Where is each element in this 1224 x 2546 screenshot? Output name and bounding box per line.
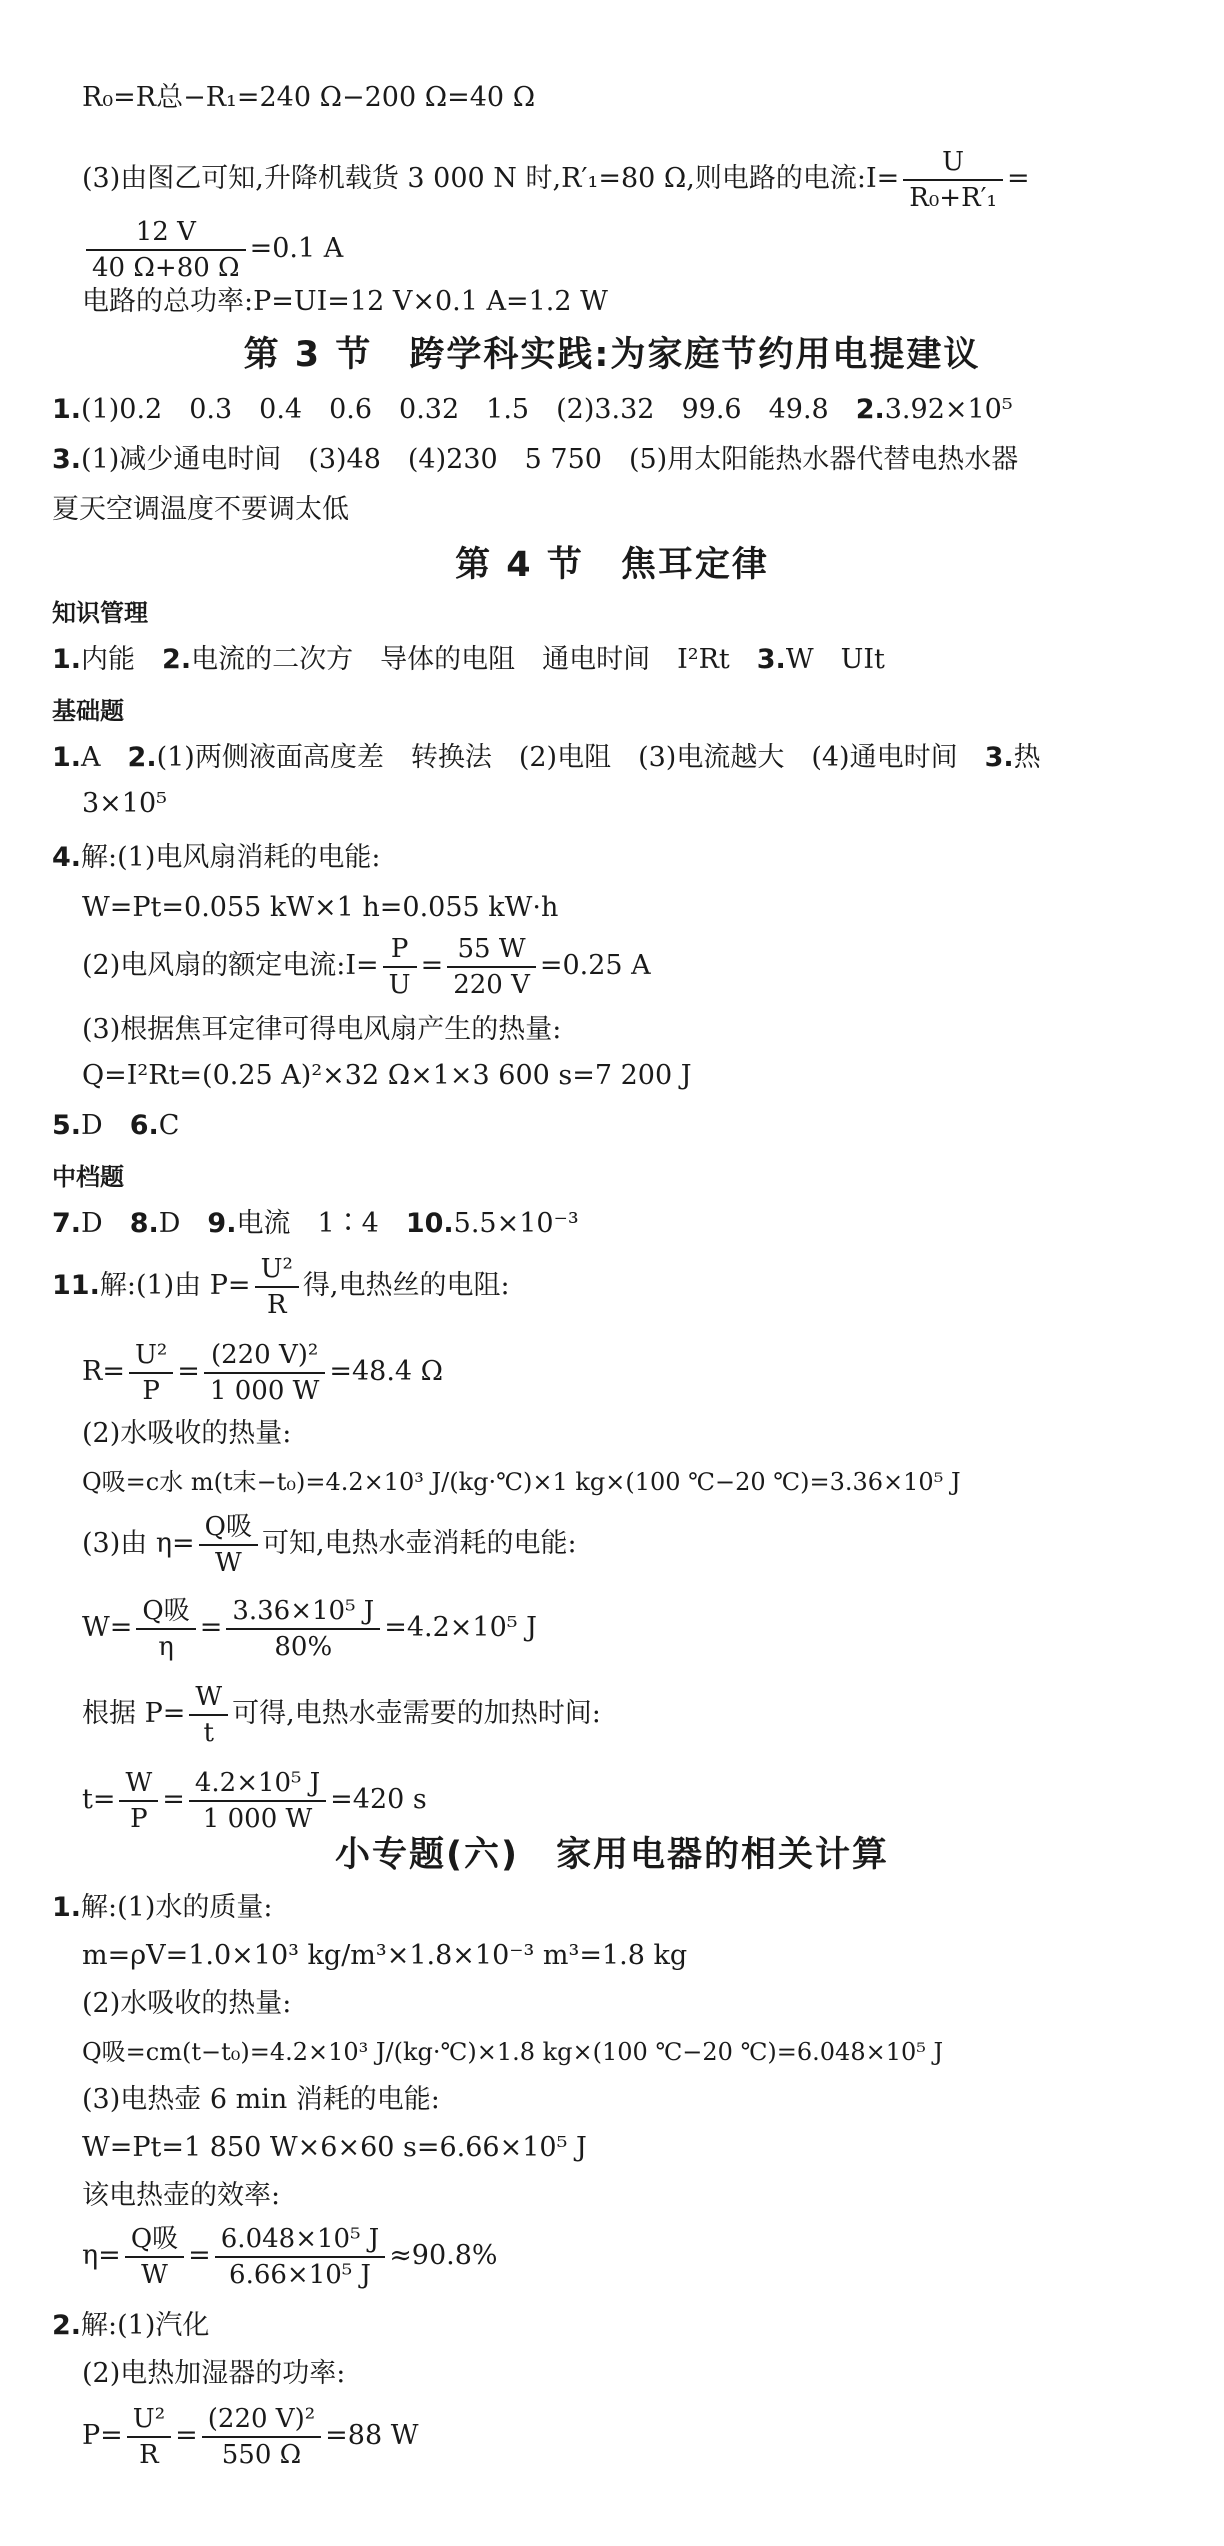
fraction: $\frac{U}{\text{R₀+R′₁}}$ (903, 145, 1003, 215)
fraction: $\frac{12 V}{40 \Omega+80 \Omega}$ (86, 215, 246, 285)
sec3-line-1: 1.(1)0.2 0.3 0.4 0.6 0.32 1.5 (2)3.32 99.6 49.8 2.3.92×10⁵ (52, 394, 1013, 425)
q5-6-line: 5.D 6.C (52, 1110, 180, 1141)
t6-q1-a: m=ρV=1.0×10³ kg/m³×1.8×10⁻³ m³=1.8 kg (82, 1940, 688, 1971)
fraction: $\frac{W}{P}$ (119, 1766, 158, 1836)
fraction: $\frac{\text{4.2×10⁵ J}}{1 000 W}$ (189, 1766, 326, 1836)
t6-q1-b: (2)水吸收的热量: (82, 1988, 292, 2019)
sec3-line-2: 3.(1)减少通电时间 (3)48 (4)230 5 750 (5)用太阳能热水器代替电热水器 (52, 444, 1019, 475)
intro-line-4: 电路的总功率:P=UI=12 V×0.1 A=1.2 W (82, 286, 608, 317)
fraction: $\frac{\text{U²}}{R}$ (255, 1252, 299, 1322)
sec3-line-3: 夏天空调温度不要调太低 (52, 494, 349, 525)
q11-line: 11.解:(1)由 P= $\frac{\text{U²}}{R}$ 得,电热丝的电阻: (52, 1253, 510, 1320)
q11-a: R= $\frac{\text{U²}}{P}$ = $\frac{\text{(220 V)²}}{1 000 W}$ =48.4 Ω (82, 1339, 444, 1406)
fraction: $\frac{\text{6.048×10⁵ J}}{\text{6.66×10⁵ J}}$ (215, 2222, 385, 2292)
t6-q1-c: Q吸=cm(t−t₀)=4.2×10³ J/(kg·℃)×1.8 kg×(100 ℃−20 ℃)=6.048×10⁵ J (82, 2038, 944, 2066)
fraction: $\frac{\text{U²}}{R}$ (127, 2402, 171, 2472)
knowledge-heading: 知识管理 (52, 599, 148, 627)
q4-line: 4.解:(1)电风扇消耗的电能: (52, 842, 381, 873)
t6-q1-e: W=Pt=1 850 W×6×60 s=6.66×10⁵ J (82, 2132, 587, 2163)
intro-line-2: (3)由图乙可知,升降机载货 3 000 N 时,R′₁=80 Ω,则电路的电流:I= $\frac{U}{\text{R₀+R′₁}}$ = (82, 146, 1030, 213)
intro-line-3: $\frac{12 V}{40 \Omega+80 \Omega}$ =0.1 A (82, 212, 343, 286)
basic-heading: 基础题 (52, 697, 124, 725)
q11-f: 根据 P= $\frac{W}{t}$ 可得,电热水壶需要的加热时间: (82, 1681, 601, 1748)
t6-q2-line: 2.解:(1)汽化 (52, 2310, 210, 2341)
q4-c: (3)根据焦耳定律可得电风扇产生的热量: (82, 1014, 562, 1045)
mid-line: 7.D 8.D 9.电流 1∶4 10.5.5×10⁻³ (52, 1208, 579, 1239)
basic-line-1: 1.A 2.(1)两侧液面高度差 转换法 (2)电阻 (3)电流越大 (4)通电时间 3.热 (52, 742, 1041, 773)
q4-d: Q=I²Rt=(0.25 A)²×32 Ω×1×3 600 s=7 200 J (82, 1060, 692, 1091)
t6-q1-line: 1.解:(1)水的质量: (52, 1892, 273, 1923)
q4-b: (2)电风扇的额定电流:I= $\frac{P}{U}$ = $\frac{55 W}{220 V}$ =0.25 A (82, 933, 651, 1000)
knowledge-line: 1.内能 2.电流的二次方 导体的电阻 通电时间 I²Rt 3.W UIt (52, 644, 885, 675)
mid-heading: 中档题 (52, 1163, 124, 1191)
fraction: $\frac{P}{U}$ (383, 932, 417, 1002)
fraction: $\frac{\text{(220 V)²}}{1 000 W}$ (204, 1338, 325, 1408)
basic-line-2: 3×10⁵ (82, 788, 167, 819)
q11-d: (3)由 η= $\frac{\text{Q吸}}{W}$ 可知,电热水壶消耗的电能: (82, 1511, 577, 1578)
fraction: $\frac{55 W}{220 V}$ (447, 932, 536, 1002)
fraction: $\frac{\text{3.36×10⁵ J}}{80\%}$ (226, 1594, 380, 1664)
q11-c: Q吸=c水 m(t末−t₀)=4.2×10³ J/(kg·℃)×1 kg×(100 ℃−20 ℃)=3.36×10⁵ J (82, 1468, 961, 1496)
section-4-title: 第 4 节 焦耳定律 (455, 545, 769, 585)
fraction: $\frac{\text{Q吸}}{\eta}$ (136, 1594, 195, 1664)
t6-q1-f: 该电热壶的效率: (82, 2180, 281, 2211)
t6-q2-a: (2)电热加湿器的功率: (82, 2358, 346, 2389)
intro-line-1: R₀=R总−R₁=240 Ω−200 Ω=40 Ω (82, 82, 536, 113)
topic-6-title: 小专题(六) 家用电器的相关计算 (335, 1835, 889, 1875)
fraction: $\frac{\text{Q吸}}{W}$ (199, 1510, 258, 1580)
t6-q2-b: P= $\frac{\text{U²}}{R}$ = $\frac{\text{(220 V)²}}{550 \Omega}$ =88 W (82, 2403, 419, 2470)
t6-q1-g: η= $\frac{\text{Q吸}}{W}$ = $\frac{\text{6.048×10⁵ J}}{\text{6.66×10⁵ J}}$ ≈90.8% (82, 2223, 498, 2290)
fraction: $\frac{W}{t}$ (189, 1680, 228, 1750)
section-3-title: 第 3 节 跨学科实践:为家庭节约用电提建议 (243, 335, 981, 375)
q4-a: W=Pt=0.055 kW×1 h=0.055 kW·h (82, 892, 559, 923)
fraction: $\frac{\text{Q吸}}{W}$ (125, 2222, 184, 2292)
q11-e: W= $\frac{\text{Q吸}}{\eta}$ = $\frac{\text{3.36×10⁵ J}}{80\%}$ =4.2×10⁵ J (82, 1595, 537, 1662)
fraction: $\frac{\text{U²}}{P}$ (129, 1338, 173, 1408)
q11-b: (2)水吸收的热量: (82, 1418, 292, 1449)
t6-q1-d: (3)电热壶 6 min 消耗的电能: (82, 2084, 440, 2115)
q11-g: t= $\frac{W}{P}$ = $\frac{\text{4.2×10⁵ J}}{1 000 W}$ =420 s (82, 1767, 427, 1834)
fraction: $\frac{\text{(220 V)²}}{550 \Omega}$ (202, 2402, 321, 2472)
